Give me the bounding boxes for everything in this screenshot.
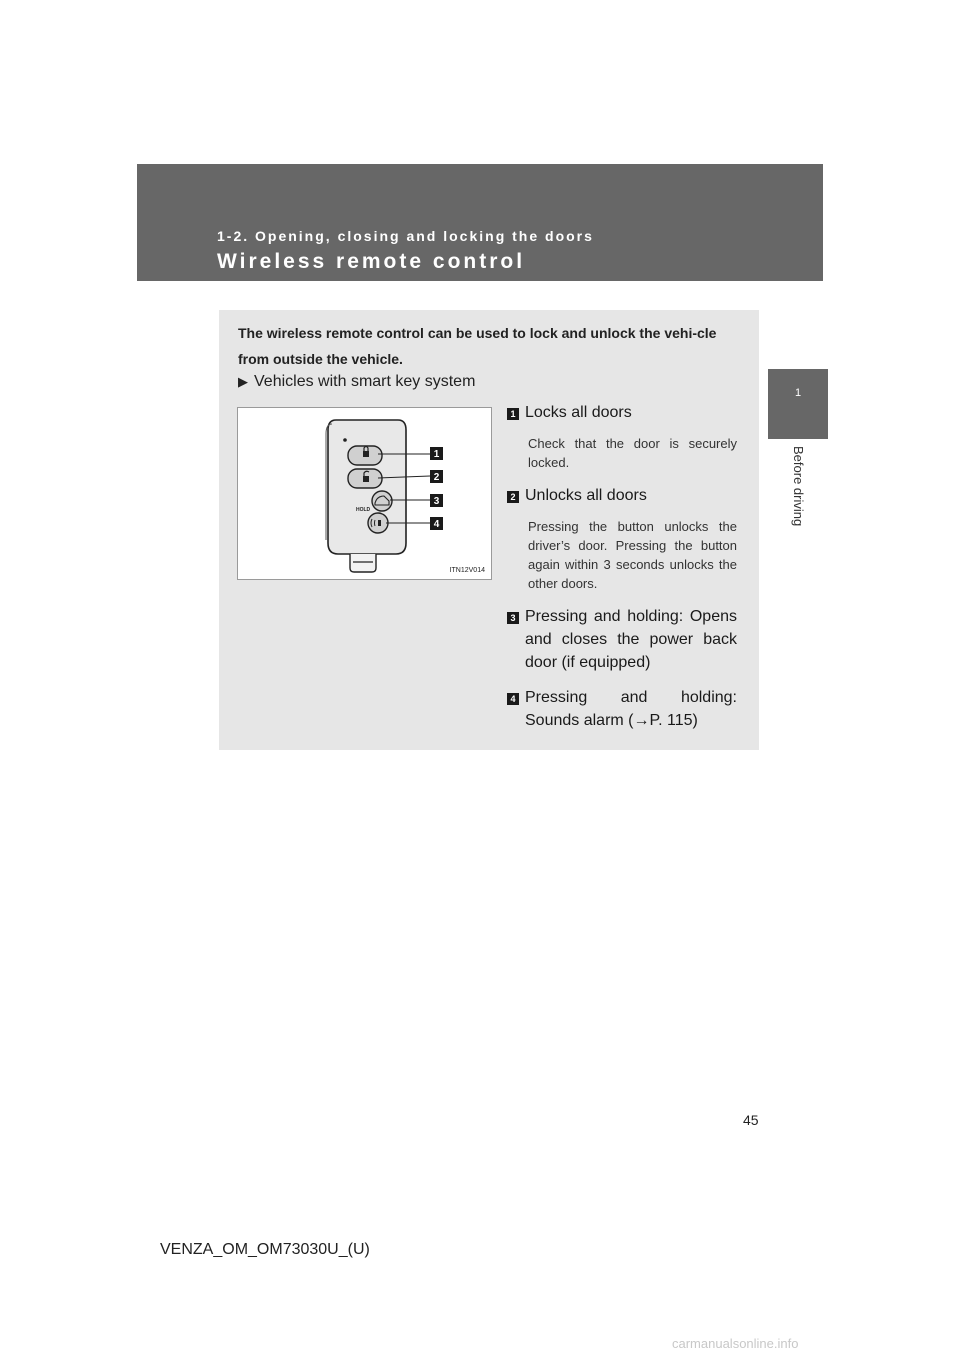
item-marker: 1 — [507, 408, 519, 420]
intro-text: The wireless remote control can be used to lock and unlock the vehi-cle from outside the vehicle. — [238, 325, 717, 367]
subheading-text: Vehicles with smart key system — [254, 373, 476, 390]
item-title: Unlocks all doors — [525, 487, 647, 504]
list-item — [507, 605, 737, 674]
remote-key-figure — [237, 407, 492, 580]
watermark: carmanualsonline.info — [672, 1336, 799, 1351]
unlock-icon — [363, 476, 369, 482]
page-number: 45 — [743, 1112, 759, 1128]
item-title: Locks all doors — [525, 404, 632, 421]
page-title: Wireless remote control — [217, 250, 526, 273]
svg-text:4: 4 — [433, 519, 440, 530]
document-code: VENZA_OM_OM73030U_(U) — [160, 1241, 370, 1258]
svg-text:1: 1 — [433, 449, 440, 460]
subheading — [238, 373, 475, 391]
item-marker: 4 — [507, 693, 519, 705]
lock-icon — [363, 451, 369, 457]
item-title: Pressing and holding: Sounds alarm (→P. 115) — [525, 689, 737, 729]
section-label: 1-2. Opening, closing and locking the doors — [217, 228, 594, 244]
svg-text:2: 2 — [433, 472, 440, 483]
item-desc: Pressing the button unlocks the driver’s door. Pressing the button again within 3 seconds unlocks the other doors. — [528, 519, 737, 591]
item-marker: 2 — [507, 491, 519, 503]
list-item — [507, 484, 737, 593]
figure-code: ITN12V014 — [449, 567, 485, 574]
list-item — [507, 686, 737, 732]
hold-label: HOLD — [356, 507, 371, 513]
triangle-bullet-icon: ▶ — [238, 374, 248, 389]
item-title: Pressing and holding: Opens and closes the power back door (if equipped) — [525, 608, 737, 671]
chapter-tab[interactable] — [768, 369, 828, 439]
chapter-label: Before driving — [791, 446, 806, 527]
item-marker: 3 — [507, 612, 519, 624]
smart-key-illustration — [238, 408, 491, 579]
content-box — [219, 310, 759, 750]
header-band — [137, 164, 823, 281]
svg-text:3: 3 — [433, 496, 440, 507]
list-item — [507, 401, 737, 472]
button-list — [507, 401, 737, 744]
item-desc: Check that the door is securely locked. — [528, 436, 737, 470]
chapter-number: 1 — [794, 387, 802, 399]
